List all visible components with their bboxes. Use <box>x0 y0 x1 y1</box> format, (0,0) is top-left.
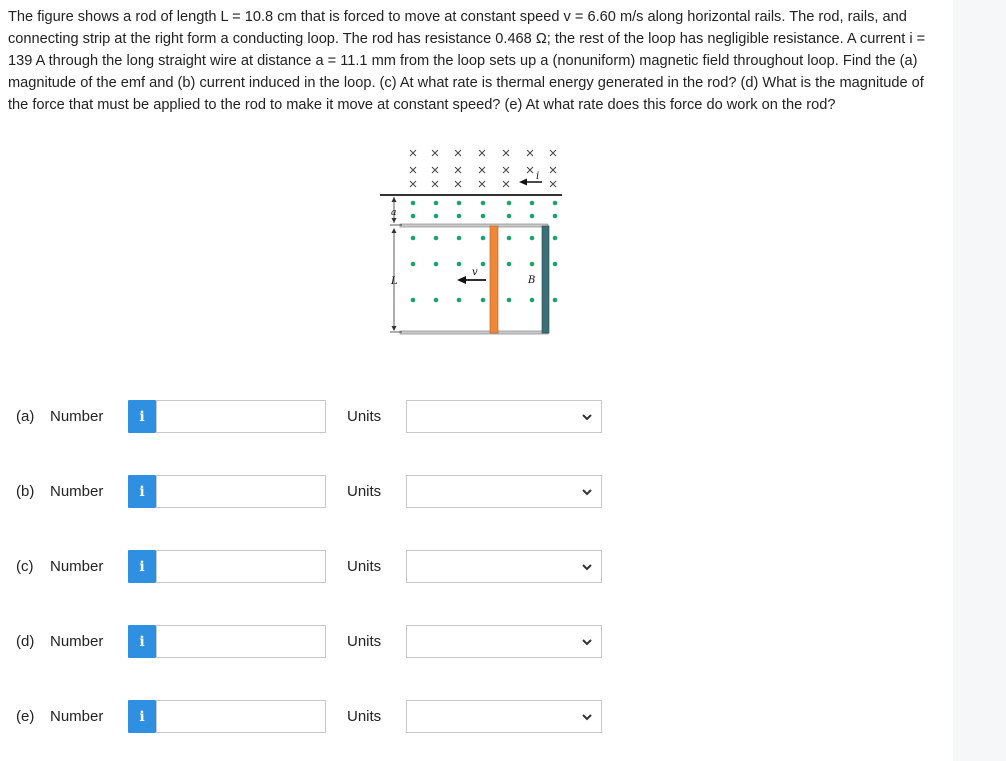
units-label: Units <box>347 633 382 650</box>
field-dot <box>530 262 535 267</box>
field-label: B <box>528 275 536 286</box>
units-dropdown[interactable] <box>406 550 602 583</box>
field-dot <box>507 201 512 206</box>
question-text: The figure shows a rod of length L = 10.8 cm that is forced to move at constant speed v = 6.60 m/s along horizontal rails. The rod, rails, and connecting strip at the right form a conducting loop. The rod has resistance 0.468 Ω; the rest of the loop has negligible resistance. A current i = 139 A through the long straight wire at distance a = 11.1 mm from the loop sets up a (nonuniform) magnetic field throughout loop. Find the (a) magnitude of the emf and (b) current induced in the loop. (c) At what rate is thermal energy generated in the rod? (d) What is the magnitude of the force that must be applied to the rod to make it move at constant speed? (e) At what rate does this force do work on the rod? <box>8 9 926 113</box>
field-dot <box>530 214 535 219</box>
answer-row-label <box>16 633 103 650</box>
cross-mark <box>503 150 509 156</box>
field-dots <box>411 201 558 303</box>
info-button[interactable]: i <box>128 625 156 658</box>
cross-mark <box>455 167 461 173</box>
chevron-down-icon <box>581 412 593 422</box>
chevron-down-icon <box>581 637 593 647</box>
units-label: Units <box>347 558 382 575</box>
part-label: (d) <box>16 633 35 650</box>
field-dot <box>553 236 558 241</box>
field-dot <box>507 236 512 241</box>
part-label: (b) <box>16 483 35 500</box>
answer-row-label <box>16 483 103 500</box>
cross-mark <box>503 167 509 173</box>
field-dot <box>434 236 439 241</box>
field-dot <box>481 236 486 241</box>
field-dot <box>457 236 462 241</box>
info-button[interactable]: i <box>128 700 156 733</box>
moving-rod <box>490 226 498 333</box>
info-button[interactable]: i <box>128 475 156 508</box>
cross-mark <box>410 150 416 156</box>
field-dot <box>434 214 439 219</box>
cross-mark <box>503 181 509 187</box>
cross-mark <box>455 150 461 156</box>
cross-mark <box>550 167 556 173</box>
field-dot <box>553 201 558 206</box>
field-dot <box>507 298 512 303</box>
current-label: i <box>536 171 540 182</box>
answer-row-label <box>16 708 103 725</box>
number-label: Number <box>50 408 104 425</box>
field-dot <box>434 262 439 267</box>
cross-mark <box>432 150 438 156</box>
answer-row-d <box>0 625 953 659</box>
field-dot <box>553 298 558 303</box>
field-dot <box>434 298 439 303</box>
number-input[interactable] <box>156 400 326 433</box>
bottom-rail <box>400 331 548 334</box>
cross-mark <box>527 167 533 173</box>
chevron-down-icon <box>581 562 593 572</box>
info-button[interactable]: i <box>128 550 156 583</box>
field-dot <box>481 214 486 219</box>
field-dot <box>434 201 439 206</box>
field-dot <box>457 298 462 303</box>
cross-mark <box>410 167 416 173</box>
units-dropdown[interactable] <box>406 475 602 508</box>
field-dot <box>457 262 462 267</box>
cross-mark <box>479 167 485 173</box>
field-dot <box>457 214 462 219</box>
answer-row-e <box>0 700 953 734</box>
cross-mark <box>479 181 485 187</box>
number-input[interactable] <box>156 475 326 508</box>
number-input[interactable] <box>156 700 326 733</box>
cross-mark <box>432 167 438 173</box>
answer-row-label <box>16 558 103 575</box>
part-label: (c) <box>16 558 34 575</box>
connecting-strip <box>542 226 549 333</box>
velocity-label: v <box>472 267 478 278</box>
answer-row-label <box>16 408 103 425</box>
units-dropdown[interactable] <box>406 700 602 733</box>
cross-mark <box>550 150 556 156</box>
field-dot <box>411 298 416 303</box>
number-label: Number <box>50 558 104 575</box>
units-dropdown[interactable] <box>406 625 602 658</box>
field-dot <box>457 201 462 206</box>
dimension-L-label: L <box>391 276 398 287</box>
field-dot <box>411 214 416 219</box>
cross-mark <box>410 181 416 187</box>
number-input[interactable] <box>156 550 326 583</box>
part-label: (e) <box>16 708 35 725</box>
field-dot <box>481 201 486 206</box>
field-dot <box>411 262 416 267</box>
field-dot <box>530 236 535 241</box>
answer-row-a <box>0 400 953 434</box>
chevron-down-icon <box>581 487 593 497</box>
cross-mark <box>550 181 556 187</box>
right-gutter <box>953 0 1006 761</box>
field-dot <box>530 201 535 206</box>
part-label: (a) <box>16 408 35 425</box>
units-label: Units <box>347 483 382 500</box>
number-label: Number <box>50 708 104 725</box>
cross-mark <box>527 150 533 156</box>
number-label: Number <box>50 633 104 650</box>
cross-mark <box>432 181 438 187</box>
units-dropdown[interactable] <box>406 400 602 433</box>
field-dot <box>481 298 486 303</box>
units-label: Units <box>347 708 382 725</box>
number-label: Number <box>50 483 104 500</box>
field-dot <box>553 262 558 267</box>
top-rail <box>400 224 548 227</box>
field-dot <box>481 262 486 267</box>
answer-row-b <box>0 475 953 509</box>
units-label: Units <box>347 408 382 425</box>
field-dot <box>411 236 416 241</box>
info-button[interactable]: i <box>128 400 156 433</box>
answer-row-c <box>0 550 953 584</box>
field-dot <box>507 214 512 219</box>
field-dot <box>553 214 558 219</box>
field-dot <box>411 201 416 206</box>
dimension-a-label: a <box>391 208 397 218</box>
field-dot <box>530 298 535 303</box>
cross-mark <box>479 150 485 156</box>
field-dot <box>507 262 512 267</box>
chevron-down-icon <box>581 712 593 722</box>
cross-mark <box>455 181 461 187</box>
number-input[interactable] <box>156 625 326 658</box>
rod-rails-figure <box>380 143 580 343</box>
